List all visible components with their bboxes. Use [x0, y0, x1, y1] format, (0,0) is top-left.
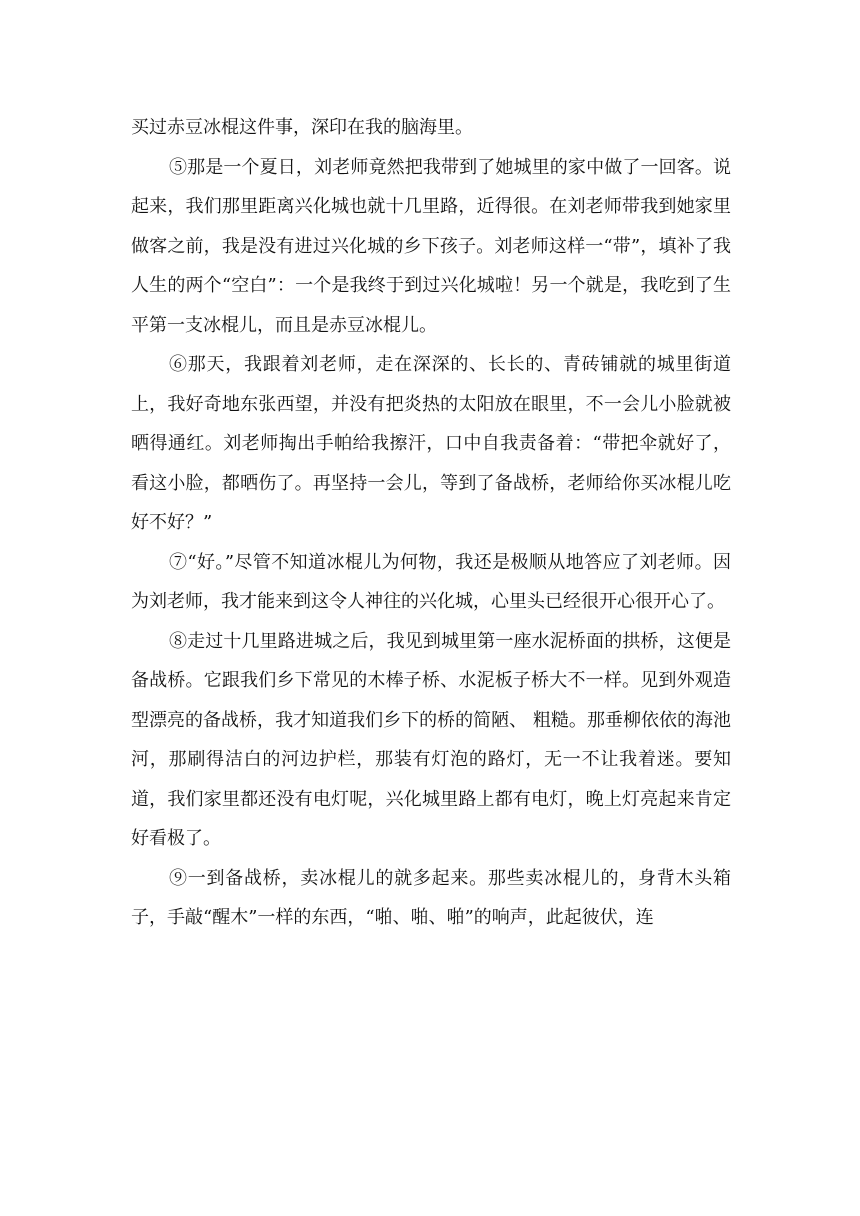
paragraph-9: ⑨一到备战桥，卖冰棍儿的就多起来。那些卖冰棍儿的，身背木头箱子，手敲“醒木”一样的东西，“啪、啪、啪”的响声，此起彼伏，连: [131, 867, 731, 928]
paragraph-8: ⑧走过十几里路进城之后，我见到城里第一座水泥桥面的拱桥，这便是备战桥。它跟我们乡下常见的木棒子桥、水泥板子桥大不一样。见到外观造型漂亮的备战桥，我才知道我们乡下的桥的简陋、 粗糙。那垂柳依依的海池河，那刷得洁白的河边护栏，那装有灯泡的路灯，无一不让我着迷。要知道，我们家里都还没有电灯呢，兴化城里路上都有电灯，晚上灯亮起来肯定好看极了。: [131, 630, 731, 849]
paragraph-6: ⑥那天，我跟着刘老师，走在深深的、长长的、青砖铺就的城里街道上，我好奇地东张西望，并没有把炎热的太阳放在眼里，不一会儿小脸就被晒得通红。刘老师掏出手帕给我擦汗，口中自我责备着：“带把伞就好了，看这小脸，都晒伤了。再坚持一会儿，等到了备战桥，老师给你买冰棍儿吃好不好？”: [131, 354, 731, 533]
document-page: [131, 108, 731, 938]
paragraph-continuation: 买过赤豆冰棍这件事，深印在我的脑海里。: [131, 117, 473, 138]
paragraph-7: ⑦“好。”尽管不知道冰棍儿为何物，我还是极顺从地答应了刘老师。因为刘老师，我才能来到这令人神往的兴化城，心里头已经很开心很开心了。: [131, 551, 731, 612]
paragraph-5: ⑤那是一个夏日，刘老师竟然把我带到了她城里的家中做了一回客。说起来，我们那里距离兴化城也就十几里路，近得很。在刘老师带我到她家里做客之前，我是没有进过兴化城的乡下孩子。刘老师这样一“带”，填补了我人生的两个“空白”：一个是我终于到过兴化城啦！另一个就是，我吃到了生平第一支冰棍儿，而且是赤豆冰棍儿。: [131, 156, 731, 336]
